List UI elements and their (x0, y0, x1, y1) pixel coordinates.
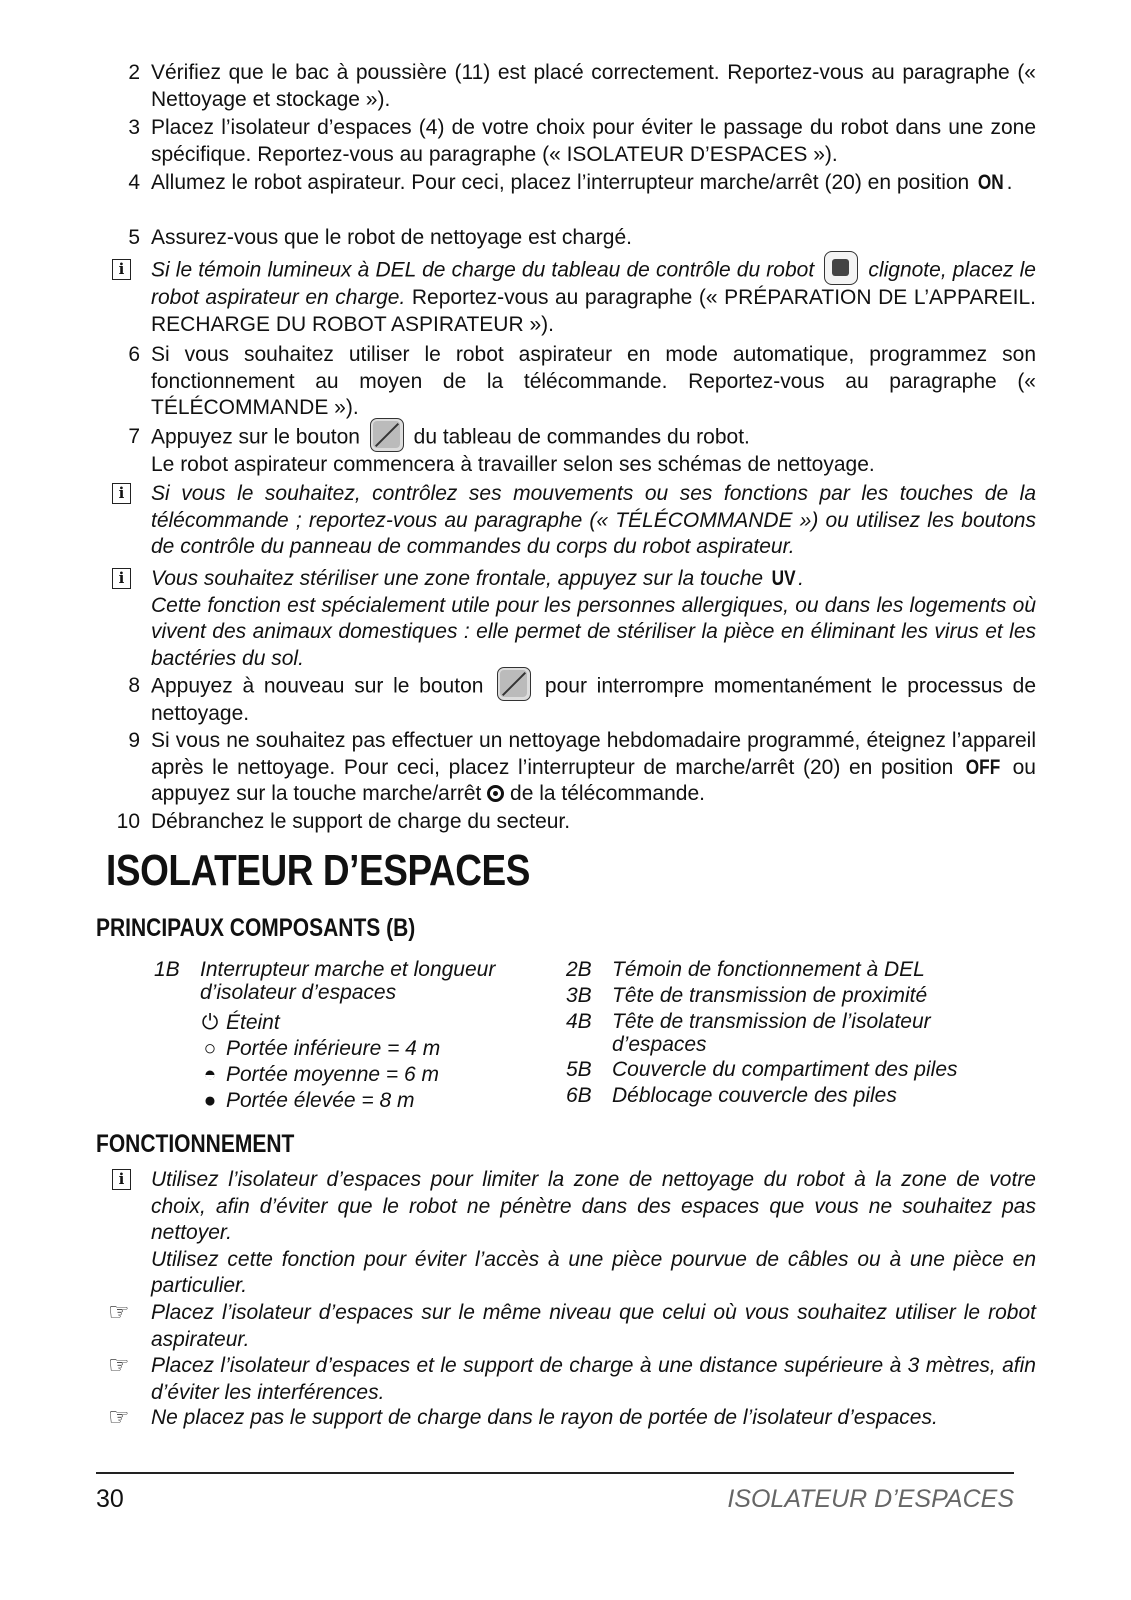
note-text (151, 257, 1036, 338)
position-label: Portée élevée = 8 m (226, 1089, 415, 1112)
step-text (151, 170, 1036, 197)
footer-title: ISOLATEUR D’ESPACES (727, 1485, 1014, 1513)
step-text-part: Le robot aspirateur commencera à travailler selon ses schémas de nettoyage. (151, 453, 875, 476)
component-6b (566, 1084, 1006, 1107)
component-code: 3B (566, 984, 592, 1007)
step-number: 8 (128, 674, 140, 697)
step-text: Assurez-vous que le robot de nettoyage est chargé. (151, 226, 632, 249)
component-5b (566, 1058, 1006, 1081)
position-label: Portée inférieure = 4 m (226, 1037, 441, 1060)
half-circle-icon: ◓ (203, 1063, 217, 1086)
step-text-part: pour interrompre momentanément le processus de nettoyage. (151, 674, 1037, 725)
step-2 (108, 60, 1036, 113)
step-text-part: Si vous ne souhaitez pas effectuer un nettoyage hebdomadaire programmé, éteignez l’appareil après le nettoyage. Pour ceci, placez l’interrupteur de marche/arrêt (20) en position (151, 729, 1036, 779)
tip-text: Ne placez pas le support de charge dans le rayon de portée de l’isolateur d’espaces. (151, 1406, 938, 1429)
note-text (151, 566, 1036, 672)
info-icon: i (112, 1169, 131, 1190)
charge-led-button-icon (824, 251, 858, 285)
filled-circle-icon: ● (203, 1089, 217, 1112)
info-icon: i (112, 568, 131, 589)
info-note-1 (108, 257, 1036, 338)
pointing-hand-icon: ☞ (108, 1403, 130, 1431)
start-stop-button-icon (497, 667, 531, 701)
component-code: 5B (566, 1058, 592, 1081)
component-label: Tête de transmission de proximité (612, 984, 928, 1007)
step-number: 3 (128, 116, 140, 139)
switch-position-high (200, 1088, 415, 1115)
step-text: Vérifiez que le bac à poussière (11) est placé correctement. Reportez-vous au paragraphe (« Nettoyage et stockage »). (151, 61, 1036, 111)
off-label: OFF (965, 755, 1001, 779)
component-label: Témoin de fonctionnement à DEL (612, 958, 925, 981)
step-number: 2 (128, 61, 140, 84)
info-note-3 (108, 566, 1036, 672)
component-code: 4B (566, 1010, 592, 1033)
note-text (151, 1167, 1036, 1300)
tip-2 (108, 1353, 1036, 1406)
step-text (151, 728, 1036, 808)
step-text: Débranchez le support de charge du secteur. (151, 810, 571, 833)
section-title: ISOLATEUR D’ESPACES (106, 846, 530, 895)
step-7 (108, 424, 1036, 479)
pointing-hand-icon: ☞ (108, 1298, 130, 1326)
step-text-part: du tableau de commandes du robot. (407, 425, 750, 449)
switch-position-off (200, 1010, 280, 1037)
component-2b (566, 958, 1006, 981)
note-text-part: Vous souhaitez stériliser une zone frontale, appuyez sur la touche (151, 567, 769, 590)
step-number: 4 (128, 171, 140, 194)
step-text: Placez l’isolateur d’espaces (4) de votre choix pour éviter le passage du robot dans une zone spécifique. Reportez-vous au paragraphe (« ISOLATEUR D’ESPACES »). (151, 116, 1036, 166)
component-code: 6B (566, 1084, 592, 1107)
step-text-part: . (1006, 171, 1013, 194)
info-icon: i (112, 259, 131, 280)
step-number: 5 (128, 226, 140, 249)
component-3b (566, 984, 1006, 1007)
step-5 (108, 225, 1036, 252)
position-label: Portée moyenne = 6 m (226, 1063, 440, 1086)
step-3 (108, 115, 1036, 168)
note-text-part: . (798, 567, 804, 590)
tip-text: Placez l’isolateur d’espaces et le support de charge à une distance supérieure à 3 mètres, afin d’éviter les interférences. (151, 1354, 1036, 1404)
step-text: Si vous souhaitez utiliser le robot aspirateur en mode automatique, programmez son fonctionnement au moyen de la télécommande. Reportez-vous au paragraphe (« TÉLÉCOMMANDE »). (151, 343, 1036, 419)
switch-position-low (200, 1036, 440, 1063)
step-text-part: Appuyez à nouveau sur le bouton (151, 674, 494, 698)
on-label: ON (977, 171, 1004, 194)
step-text-part: de la télécommande. (504, 782, 705, 805)
note-text: Si vous le souhaitez, contrôlez ses mouvements ou ses fonctions par les touches de la télécommande ; reportez-vous au paragraphe (« TÉLÉCOMMANDE ») ou utilisez les boutons de contrôle du panneau de commandes du corps du robot aspirateur. (151, 482, 1036, 558)
step-text-part: Allumez le robot aspirateur. Pour ceci, placez l’interrupteur marche/arrêt (20) en position (151, 171, 976, 194)
subsection-title-components: PRINCIPAUX COMPOSANTS (B) (96, 914, 416, 942)
step-number: 7 (128, 425, 140, 448)
step-text-part: ou appuyez sur la touche marche/arrêt (151, 755, 1036, 805)
component-label: Tête de transmission de l’isolateur d’espaces (612, 1010, 931, 1056)
power-icon (487, 785, 504, 802)
component-code: 2B (566, 958, 592, 981)
step-number: 6 (128, 343, 140, 366)
switch-position-medium (200, 1062, 439, 1089)
tip-3 (108, 1405, 1036, 1432)
step-10 (108, 809, 1036, 836)
info-note-operation (108, 1167, 1036, 1300)
start-stop-button-icon (370, 418, 404, 452)
step-text-part: Appuyez sur le bouton (151, 425, 366, 449)
note-text-part: Reportez-vous au paragraphe (« PRÉPARATION DE L’APPAREIL. RECHARGE DU ROBOT ASPIRATEUR »). (151, 286, 1036, 336)
note-text-part: Si le témoin lumineux à DEL de charge du tableau de contrôle du robot (151, 258, 821, 282)
component-label: Déblocage couvercle des piles (612, 1084, 897, 1107)
component-code: 1B (154, 958, 180, 981)
pointing-hand-icon: ☞ (108, 1351, 130, 1379)
empty-circle-icon: ○ (203, 1037, 217, 1060)
position-label: Éteint (226, 1011, 280, 1034)
step-text (151, 673, 1036, 728)
uv-label: UV (771, 567, 796, 590)
step-text (151, 424, 1036, 479)
note-text-part: Utilisez l’isolateur d’espaces pour limiter la zone de nettoyage du robot à la zone de votre choix, afin d’éviter que le robot ne pénètre dans des espaces que vous ne souhaitez pas nettoyer. (151, 1168, 1036, 1244)
component-4b (566, 1010, 966, 1056)
component-label: Couvercle du compartiment des piles (612, 1058, 958, 1081)
note-text-part: Utilisez cette fonction pour éviter l’accès à une pièce pourvue de câbles ou à une pièce en particulier. (151, 1247, 1036, 1297)
subsection-title-operation: FONCTIONNEMENT (96, 1130, 295, 1158)
page-number: 30 (96, 1485, 124, 1513)
footer-divider (96, 1472, 1014, 1474)
step-6 (108, 342, 1036, 422)
tip-1 (108, 1300, 1036, 1353)
step-number: 9 (128, 729, 140, 752)
component-label: Interrupteur marche et longueur d’isolateur d’espaces (200, 958, 496, 1004)
note-text-part: clignote, placez le robot aspirateur en charge. (151, 258, 1036, 309)
step-9 (108, 728, 1036, 808)
step-number: 10 (116, 810, 140, 833)
info-note-2 (108, 481, 1036, 561)
info-icon: i (112, 483, 131, 504)
note-text-part: Cette fonction est spécialement utile pour les personnes allergiques, ou dans les logements où vivent des animaux domestiques : elle permet de stériliser la pièce en éliminant les virus et les bactéries du sol. (151, 593, 1036, 670)
component-1b (154, 958, 534, 1004)
step-8 (108, 673, 1036, 728)
tip-text: Placez l’isolateur d’espaces sur le même niveau que celui où vous souhaitez utiliser le robot aspirateur. (151, 1301, 1036, 1351)
power-symbol-icon: ⏻ (201, 1011, 219, 1034)
step-4 (108, 170, 1036, 197)
